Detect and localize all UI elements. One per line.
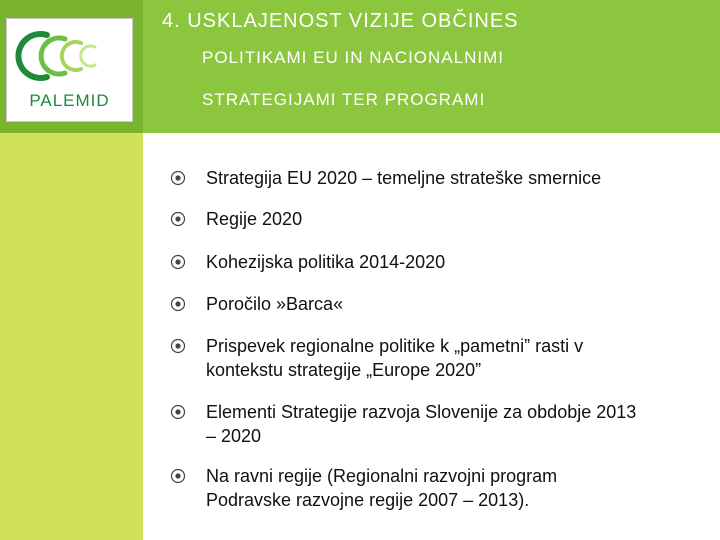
palemid-logo [6,18,133,122]
circle-target-icon [170,338,186,354]
page-title-line-2: POLITIKAMI EU IN NACIONALNIMI [202,48,504,67]
circle-target-icon [170,254,186,270]
logo-panel [0,0,143,133]
circle-target-icon [170,211,186,227]
list-item-text-continued: kontekstu strategije „Europe 2020” [206,360,482,380]
list-item-text: Na ravni regije (Regionalni razvojni program [206,466,558,486]
page-title-line-3: STRATEGIJAMI TER PROGRAMI [202,90,486,109]
list-item-text: Prispevek regionalne politike k „pametni” rasti v [206,336,584,356]
list-item-text: Elementi Strategije razvoja Slovenije za obdobje 2013 [206,402,637,422]
left-accent-bar [0,133,143,540]
circle-target-icon [170,170,186,186]
list-item-text: Regije 2020 [206,209,303,229]
logo-wordmark: PALEMID [29,91,110,110]
circle-target-icon [170,468,186,484]
list-item-text: Poročilo »Barca« [206,294,344,314]
swoosh-logo-icon [7,19,132,89]
list-item-text: Strategija EU 2020 – temeljne strateške smernice [206,168,602,188]
page-title-line-1: 4. USKLAJENOST VIZIJE OBČINES [162,10,519,32]
circle-target-icon [170,404,186,420]
list-item-text-continued: – 2020 [206,426,262,446]
list-item-text-continued: Podravske razvojne regije 2007 – 2013). [206,490,530,510]
list-item-text: Kohezijska politika 2014-2020 [206,252,446,272]
circle-target-icon [170,296,186,312]
